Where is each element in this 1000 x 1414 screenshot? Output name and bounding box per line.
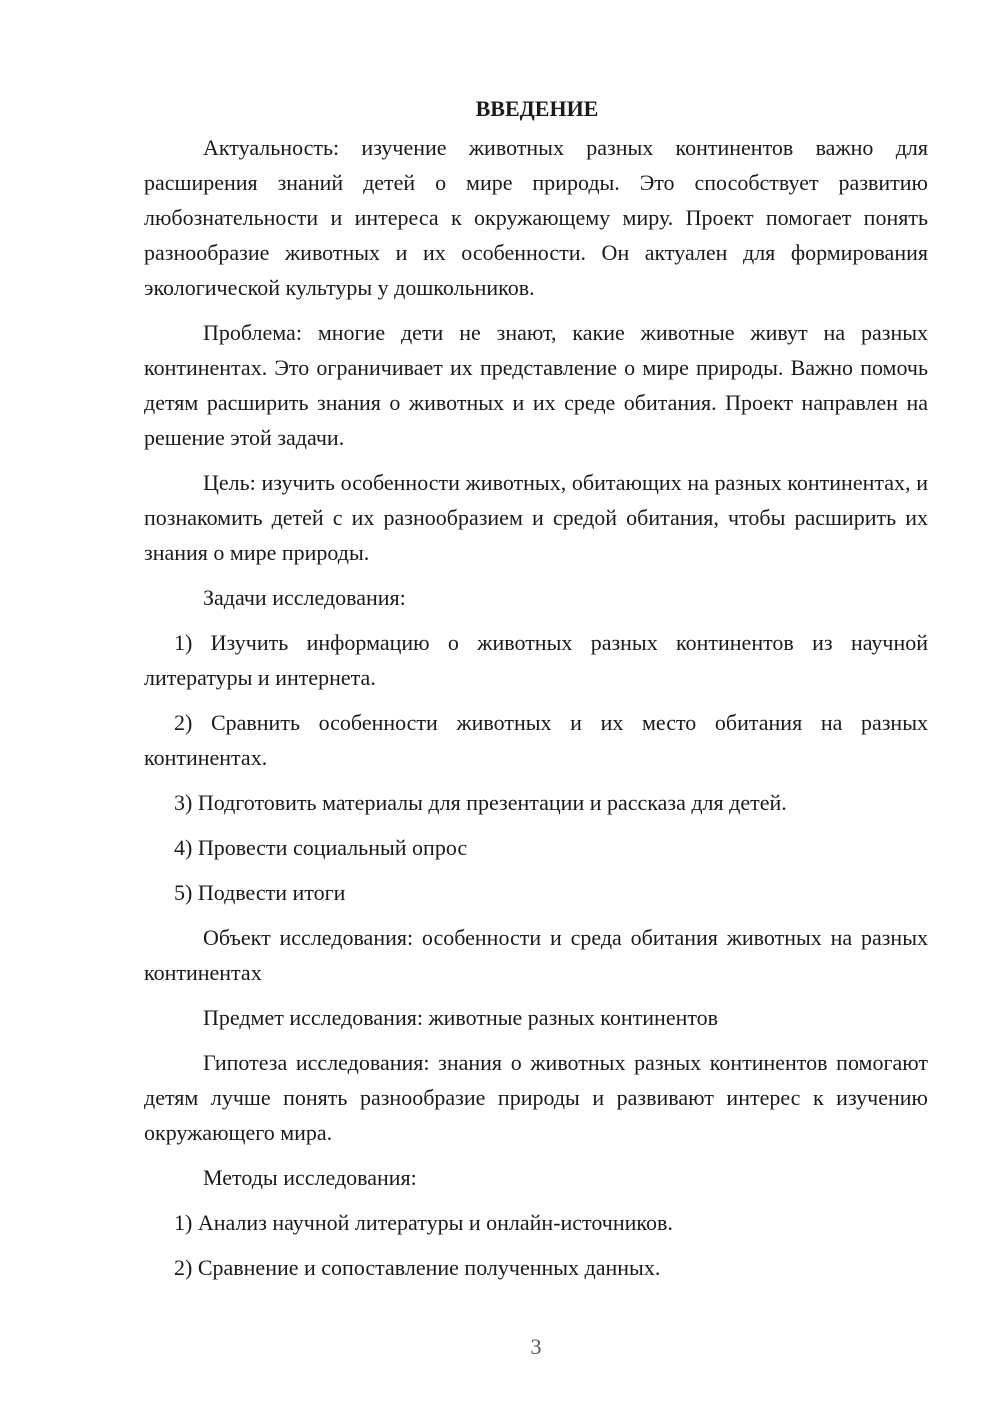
section-title: ВВЕДЕНИЕ xyxy=(475,96,599,121)
subject-paragraph: Предмет исследования: животные разных континентов xyxy=(203,1005,719,1030)
object-paragraph: Объект исследования: особенности и среда обитания животных на разных континентах xyxy=(144,925,928,985)
methods-heading: Методы исследования: xyxy=(203,1165,417,1190)
problem-paragraph: Проблема: многие дети не знают, какие животные живут на разных континентах. Это ограничивает их представление о мире природы. Важно помочь детям расширить знания о животных и их среде обитания. Проект направлен на решение этой задачи. xyxy=(144,320,928,450)
document-page xyxy=(144,92,928,1295)
method-item-1: 1) Анализ научной литературы и онлайн-источников. xyxy=(174,1210,673,1235)
task-item-2: 2) Сравнить особенности животных и их место обитания на разных континентах. xyxy=(144,710,928,770)
hypothesis-paragraph: Гипотеза исследования: знания о животных разных континентов помогают детям лучше понять разнообразие природы и развивают интерес к изучению окружающего мира. xyxy=(144,1050,928,1145)
task-item-1: 1) Изучить информацию о животных разных континентов из научной литературы и интернета. xyxy=(144,630,928,690)
page-number: 3 xyxy=(530,1334,542,1359)
task-item-5: 5) Подвести итоги xyxy=(174,880,346,905)
tasks-heading: Задачи исследования: xyxy=(203,585,406,610)
relevance-paragraph: Актуальность: изучение животных разных континентов важно для расширения знаний детей о мире природы. Это способствует развитию любознательности и интереса к окружающему миру. Проект помогает понять разнообразие животных и их особенности. Он актуален для формирования экологической культуры у дошкольников. xyxy=(144,135,928,300)
task-item-4: 4) Провести социальный опрос xyxy=(174,835,468,860)
goal-paragraph: Цель: изучить особенности животных, обитающих на разных континентах, и познакомить детей с их разнообразием и средой обитания, чтобы расширить их знания о мире природы. xyxy=(144,470,928,565)
method-item-2: 2) Сравнение и сопоставление полученных данных. xyxy=(174,1255,661,1280)
task-item-3: 3) Подготовить материалы для презентации и рассказа для детей. xyxy=(174,790,787,815)
